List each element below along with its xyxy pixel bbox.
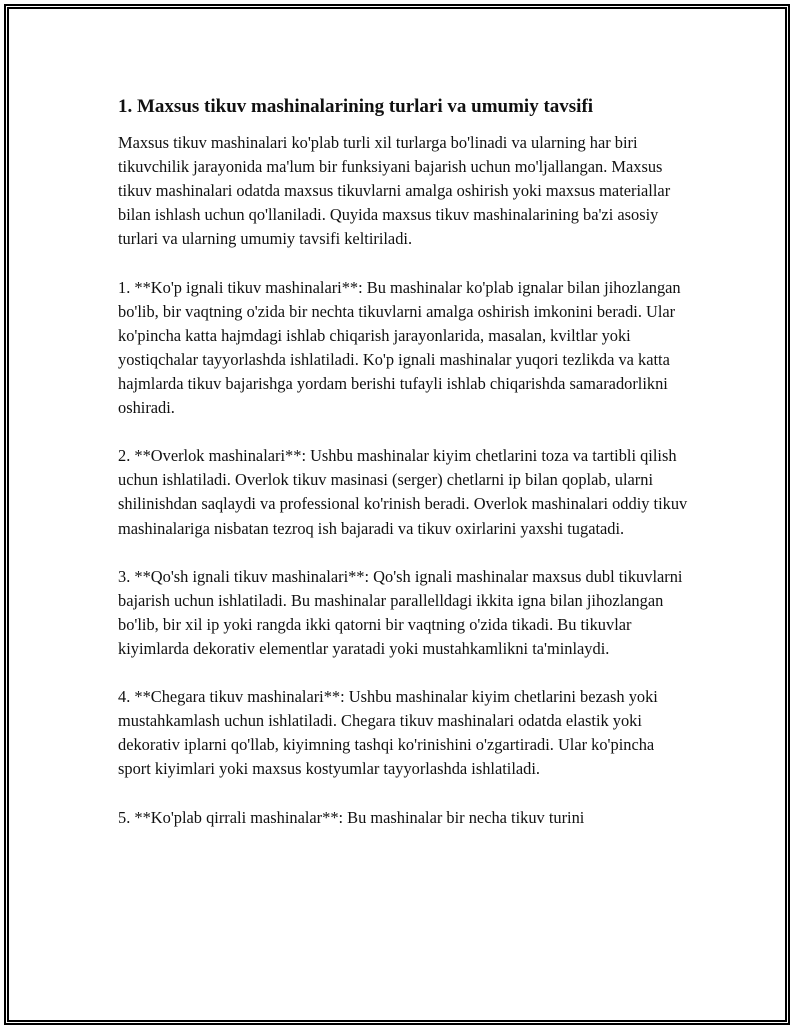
paragraph-border-stitch: 4. **Chegara tikuv mashinalari**: Ushbu mashinalar kiyim chetlarini bezash yoki mustahkamlash uchun ishlatiladi. Chegara tikuv mashinalari odatda elastik yoki dekorativ iplarni qo'llab, kiyimning tashqi ko'rinishini o'zgartiradi. Ular ko'pincha sport kiyimlari yoki maxsus kostyumlar tayyorlashda ishlatiladi. [118, 687, 658, 779]
intro-paragraph: Maxsus tikuv mashinalari ko'plab turli xil turlarga bo'linadi va ularning har biri tikuvchilik jarayonida ma'lum bir funksiyani bajarish uchun mo'ljallangan. Maxsus tikuv mashinalari odatda maxsus tikuvlarni amalga oshirish yoki maxsus materiallar bilan ishlash uchun qo'llaniladi. Quyida maxsus tikuv mashinalarining ba'zi asosiy turlari va ularning umumiy tavsifi keltiriladi. [118, 133, 671, 249]
paragraph-overlock: 2. **Overlok mashinalari**: Ushbu mashinalar kiyim chetlarini toza va tartibli qilish uchun ishlatiladi. Overlok tikuv masinasi (serger) chetlarni ip bilan qoplab, ularni shilinishdan saqlaydi va professional ko'rinish beradi. Overlok mashinalari oddiy tikuv mashinalariga nisbatan tezroq ish bajaradi va tikuv oxirlarini yaxshi tugatadi. [118, 446, 688, 538]
document-body [118, 95, 688, 854]
paragraph-twin-needle: 3. **Qo'sh ignali tikuv mashinalari**: Qo'sh ignali mashinalar maxsus dubl tikuvlarni bajarish uchun ishlatiladi. Bu mashinalar parallelldagi ikkita igna bilan jihozlangan bo'lib, bir xil ip yoki rangda ikki qatorni bir vaqtning o'zida tikadi. Bu tikuvlar kiyimlarda dekorativ elementlar yaratadi yoki mustahkamlikni ta'minlaydi. [118, 566, 683, 658]
section-heading: 1. Maxsus tikuv mashinalarining turlari va umumiy tavsifi [118, 96, 594, 117]
paragraph-multi-needle: 1. **Ko'p ignali tikuv mashinalari**: Bu mashinalar ko'plab ignalar bilan jihozlangan bo'lib, bir vaqtning o'zida bir nechta tikuvlarni amalga oshirish imkonini beradi. Ular ko'pincha katta hajmdagi ishlab chiqarish jarayonlarida, masalan, kviltlar yoki yostiqchalar tayyorlashda ishlatiladi. Ko'p ignali mashinalar yuqori tezlikda va katta hajmlarda tikuv bajarishga yordam berishi tufayli ishlab chiqarishda samaradorlikni oshiradi. [118, 277, 681, 418]
paragraph-multi-edge: 5. **Ko'plab qirrali mashinalar**: Bu mashinalar bir necha tikuv turini [118, 807, 585, 827]
